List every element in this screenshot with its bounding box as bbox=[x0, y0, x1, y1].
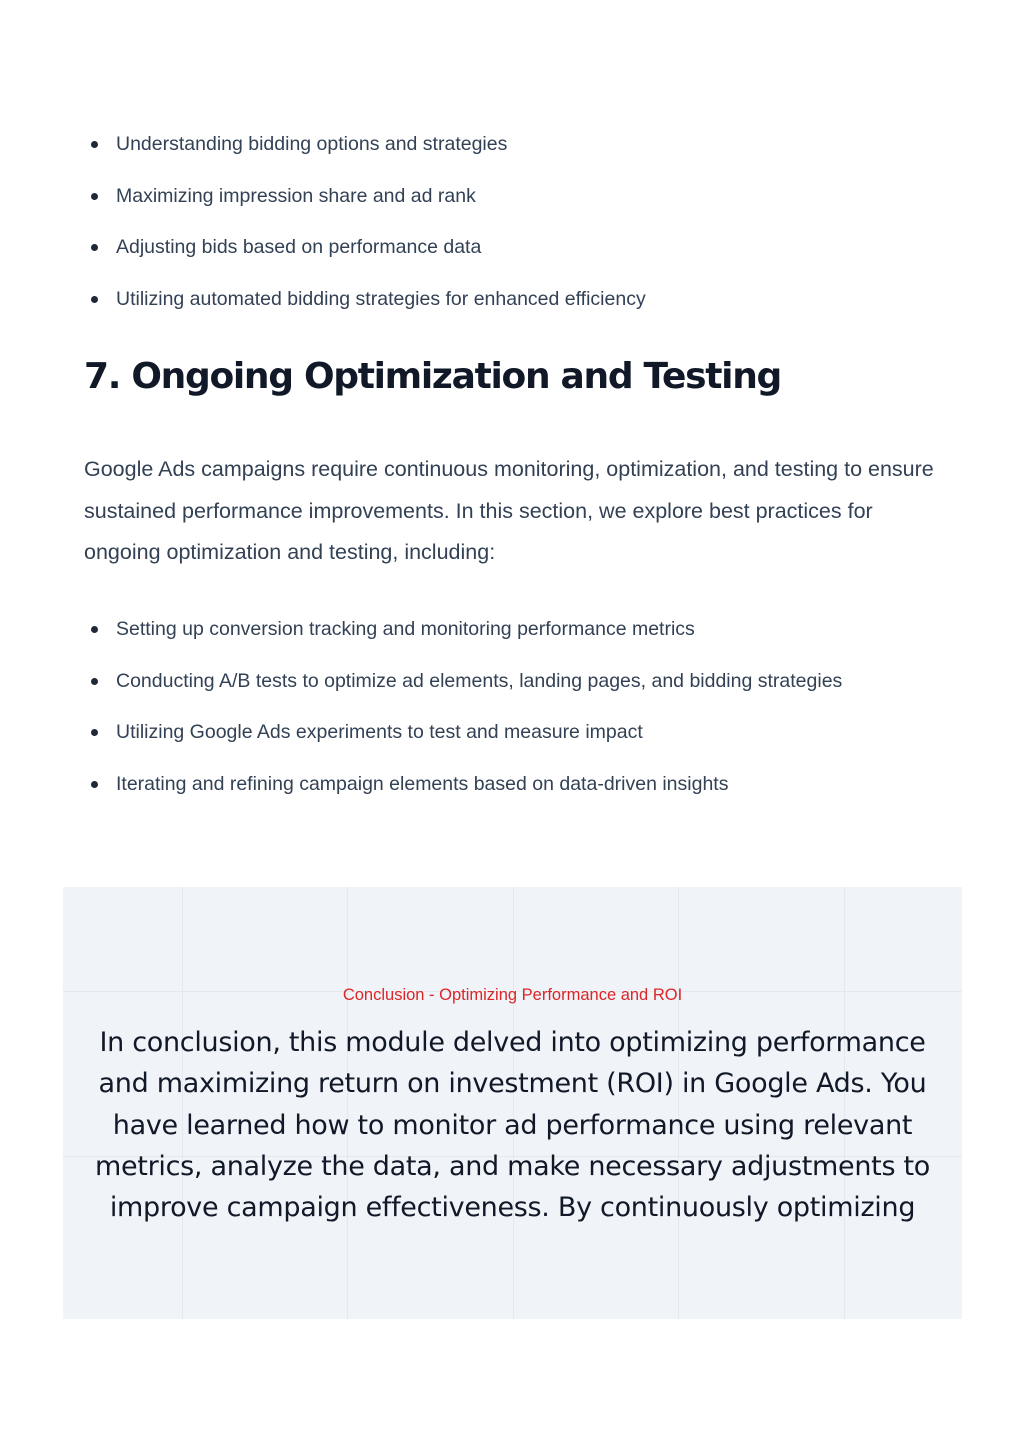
list-item-text: Conducting A/B tests to optimize ad elements, landing pages, and bidding strategies bbox=[116, 669, 843, 692]
list-item-text: Utilizing Google Ads experiments to test and measure impact bbox=[116, 721, 643, 744]
list-item bbox=[86, 130, 646, 182]
bullet-icon bbox=[91, 781, 98, 788]
section-intro-paragraph: Google Ads campaigns require continuous monitoring, optimization, and testing to ensure sustained performance improvements. In this section, we explore best practices for ongoing optimization and testing, including: bbox=[84, 457, 934, 564]
list-item bbox=[86, 182, 646, 234]
list-item-text: Utilizing automated bidding strategies for enhanced efficiency bbox=[116, 287, 646, 310]
list-item bbox=[86, 667, 842, 719]
list-item-text: Setting up conversion tracking and monitoring performance metrics bbox=[116, 618, 695, 640]
bullet-icon bbox=[91, 678, 98, 685]
list-item-text: Iterating and refining campaign elements based on data-driven insights bbox=[116, 772, 729, 795]
conclusion-callout bbox=[63, 887, 962, 1319]
bidding-strategy-list bbox=[86, 130, 646, 336]
bullet-icon bbox=[91, 244, 98, 251]
conclusion-text: In conclusion, this module delved into optimizing performance and maximizing return on investment (ROI) in Google Ads. You have learned how to monitor ad performance using relevant metrics, analyze the data, and make necessary adjustments to improve campaign effectiveness. By continuously optimizing bbox=[94, 1027, 931, 1224]
bullet-icon bbox=[91, 626, 98, 633]
bullet-icon bbox=[91, 193, 98, 200]
list-item bbox=[86, 615, 842, 667]
list-item-text: Adjusting bids based on performance data bbox=[116, 236, 482, 259]
conclusion-label: Conclusion - Optimizing Performance and ROI bbox=[342, 986, 683, 1004]
bullet-icon bbox=[91, 141, 98, 148]
bullet-icon bbox=[91, 296, 98, 303]
list-item bbox=[86, 770, 842, 822]
list-item-text: Maximizing impression share and ad rank bbox=[116, 184, 476, 207]
list-item bbox=[86, 718, 842, 770]
list-item-text: Understanding bidding options and strategies bbox=[116, 133, 508, 155]
optimization-practices-list bbox=[86, 615, 842, 821]
list-item bbox=[86, 285, 646, 337]
bullet-icon bbox=[91, 729, 98, 736]
section-heading: 7. Ongoing Optimization and Testing bbox=[84, 356, 782, 397]
list-item bbox=[86, 233, 646, 285]
